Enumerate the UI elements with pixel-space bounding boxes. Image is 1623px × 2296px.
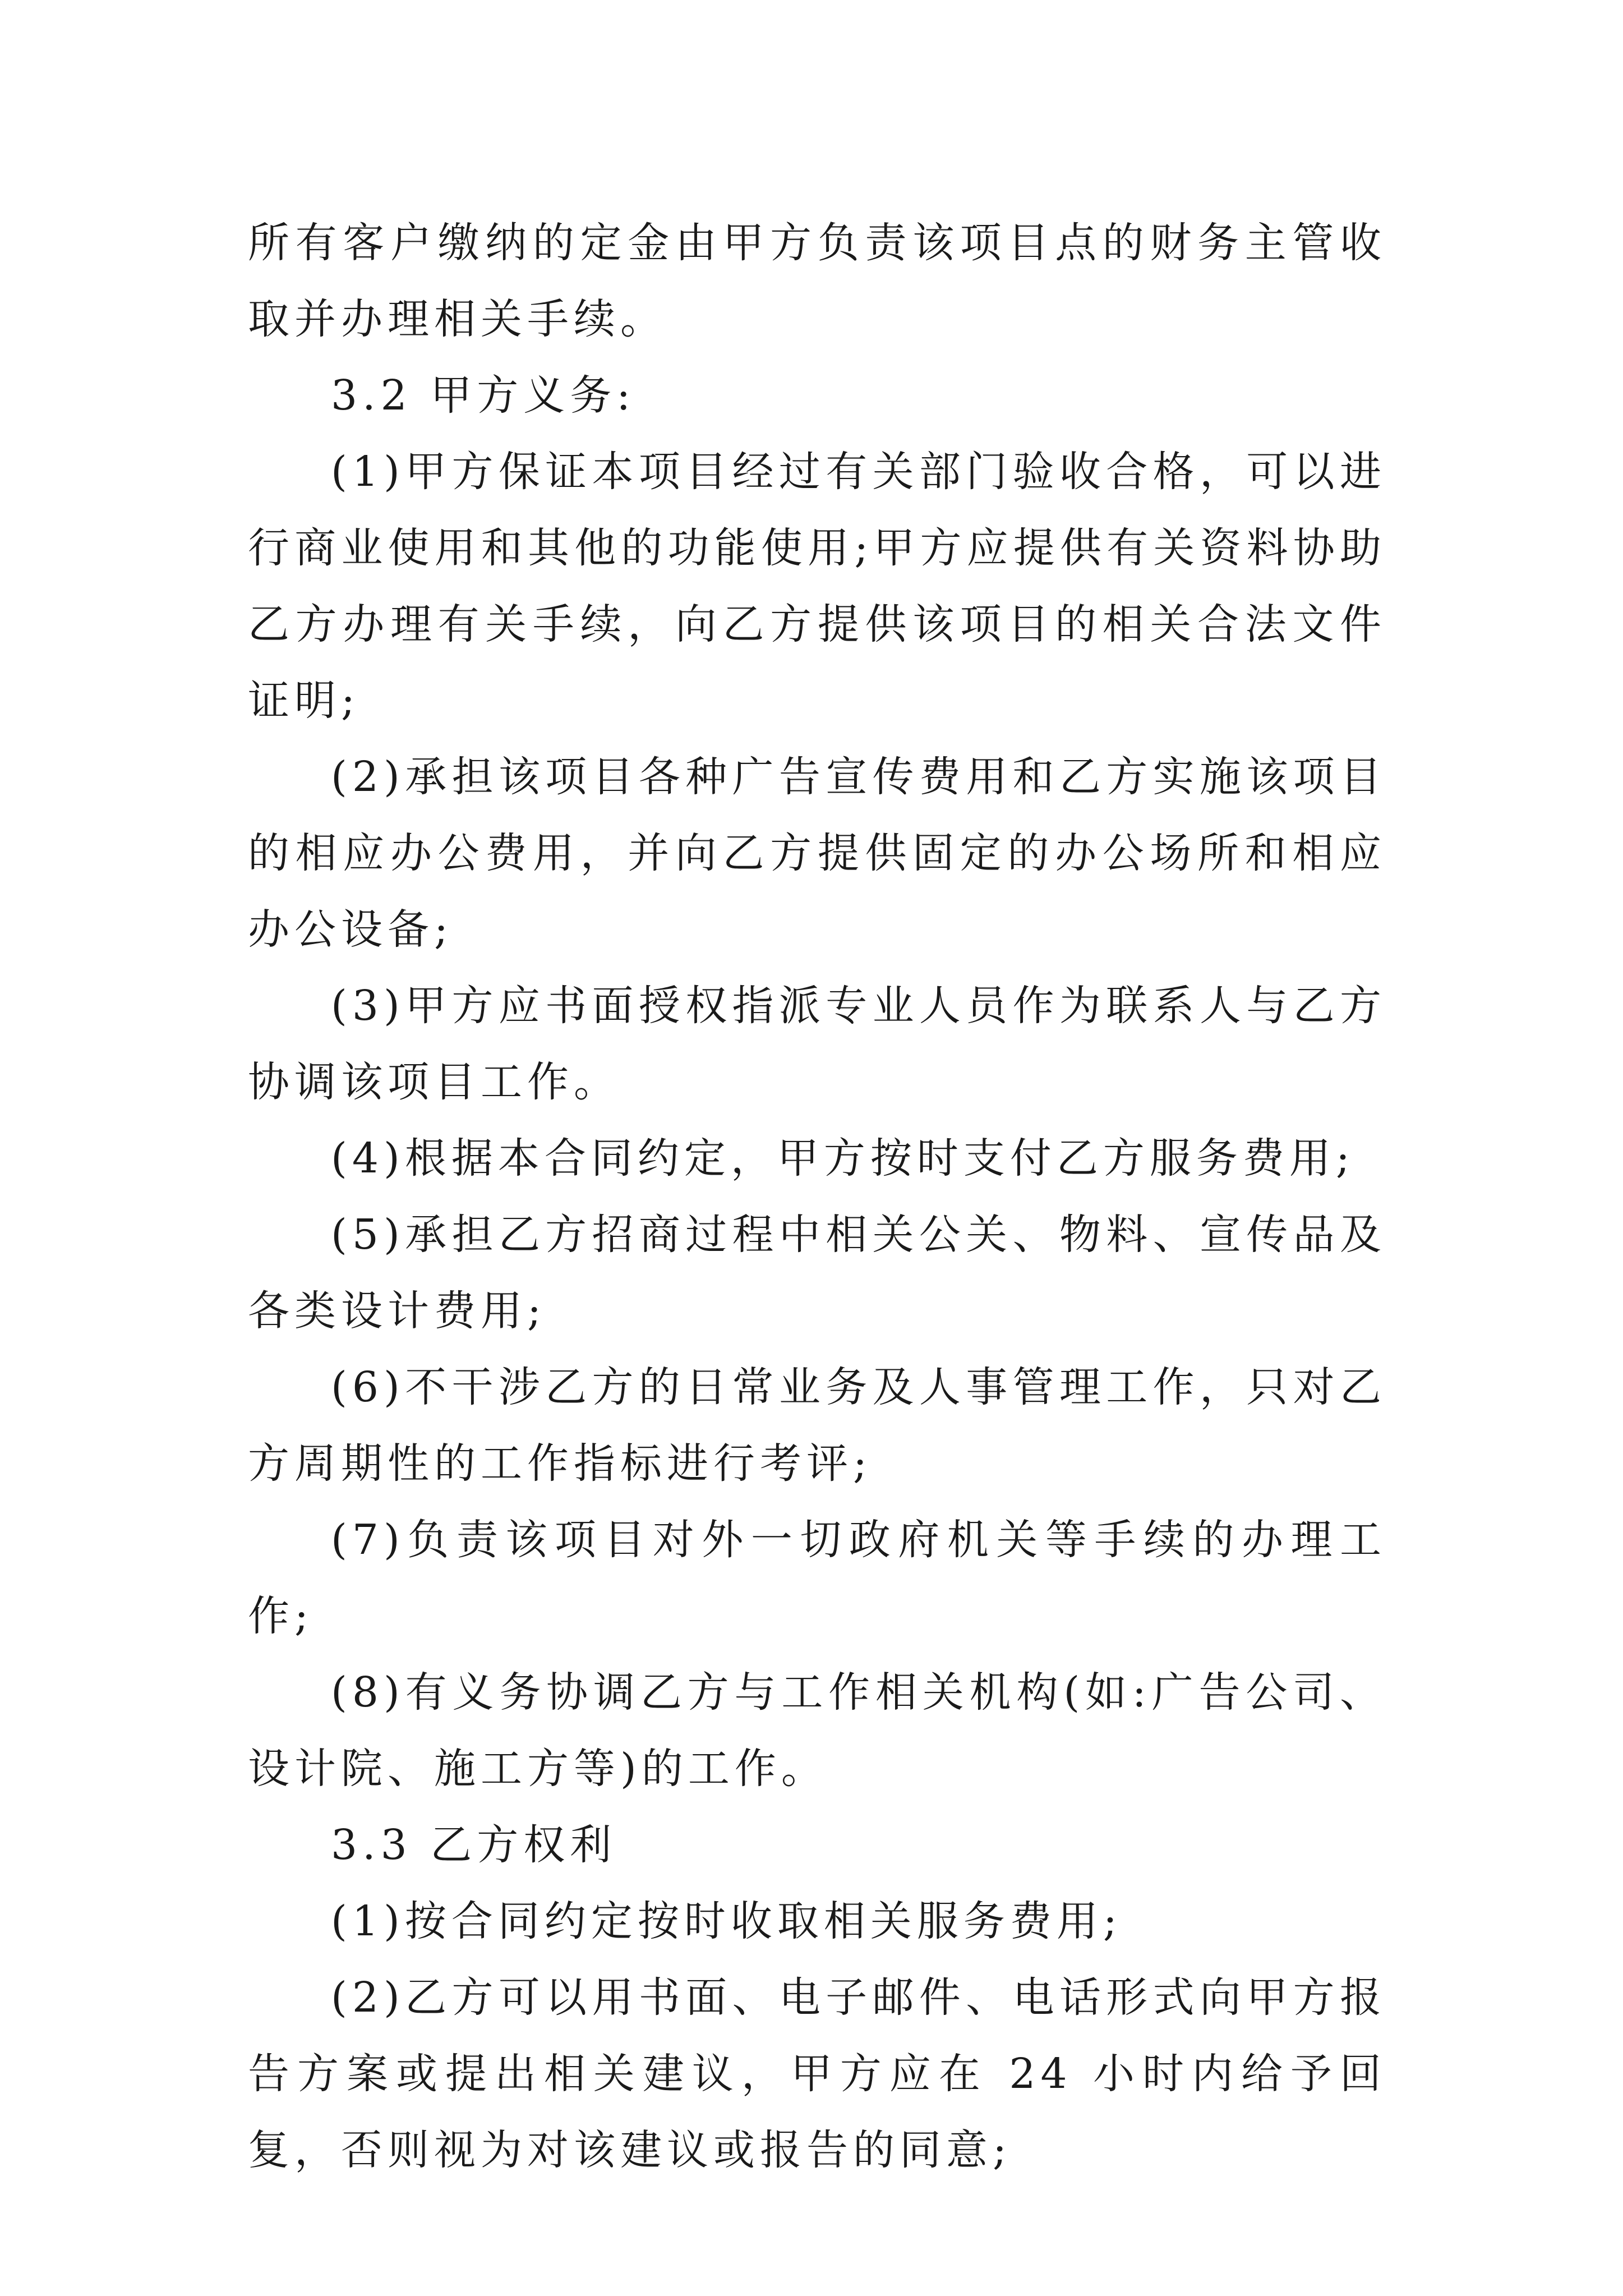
document-body	[248, 205, 1386, 2188]
clause-item-7: (7)负责该项目对外一切政府机关等手续的办理工作;	[248, 1516, 1386, 1640]
rights-item-2: (2)乙方可以用书面、电子邮件、电话形式向甲方报告方案或提出相关建议，甲方应在 24 小时内给予回复，否则视为对该建议或报告的同意;	[248, 1973, 1386, 2174]
clause-item-8: (8)有义务协调乙方与工作相关机构(如:广告公司、设计院、施工方等)的工作。	[248, 1668, 1386, 1793]
rights-item-1: (1)按合同约定按时收取相关服务费用;	[331, 1897, 1122, 1945]
clause-item-2: (2)承担该项目各种广告宣传费用和乙方实施该项目的相应办公费用，并向乙方提供固定的办公场所和相应办公设备;	[248, 753, 1386, 954]
clause-item-1: (1)甲方保证本项目经过有关部门验收合格，可以进行商业使用和其他的功能使用;甲方应提供有关资料协助乙方办理有关手续，向乙方提供该项目的相关合法文件证明;	[248, 448, 1386, 725]
clause-item-6: (6)不干涉乙方的日常业务及人事管理工作，只对乙方周期性的工作指标进行考评;	[248, 1363, 1386, 1488]
clause-item-3: (3)甲方应书面授权指派专业人员作为联系人与乙方协调该项目工作。	[248, 982, 1386, 1106]
clause-item-4: (4)根据本合同约定，甲方按时支付乙方服务费用;	[331, 1134, 1355, 1182]
section-heading-party-b-rights: 3.3 乙方权利	[331, 1821, 617, 1869]
paragraph-deposit-note: 所有客户缴纳的定金由甲方负责该项目点的财务主管收取并办理相关手续。	[248, 219, 1386, 343]
section-heading-party-a-obligations: 3.2 甲方义务:	[331, 371, 636, 420]
clause-item-5: (5)承担乙方招商过程中相关公关、物料、宣传品及各类设计费用;	[248, 1211, 1386, 1335]
